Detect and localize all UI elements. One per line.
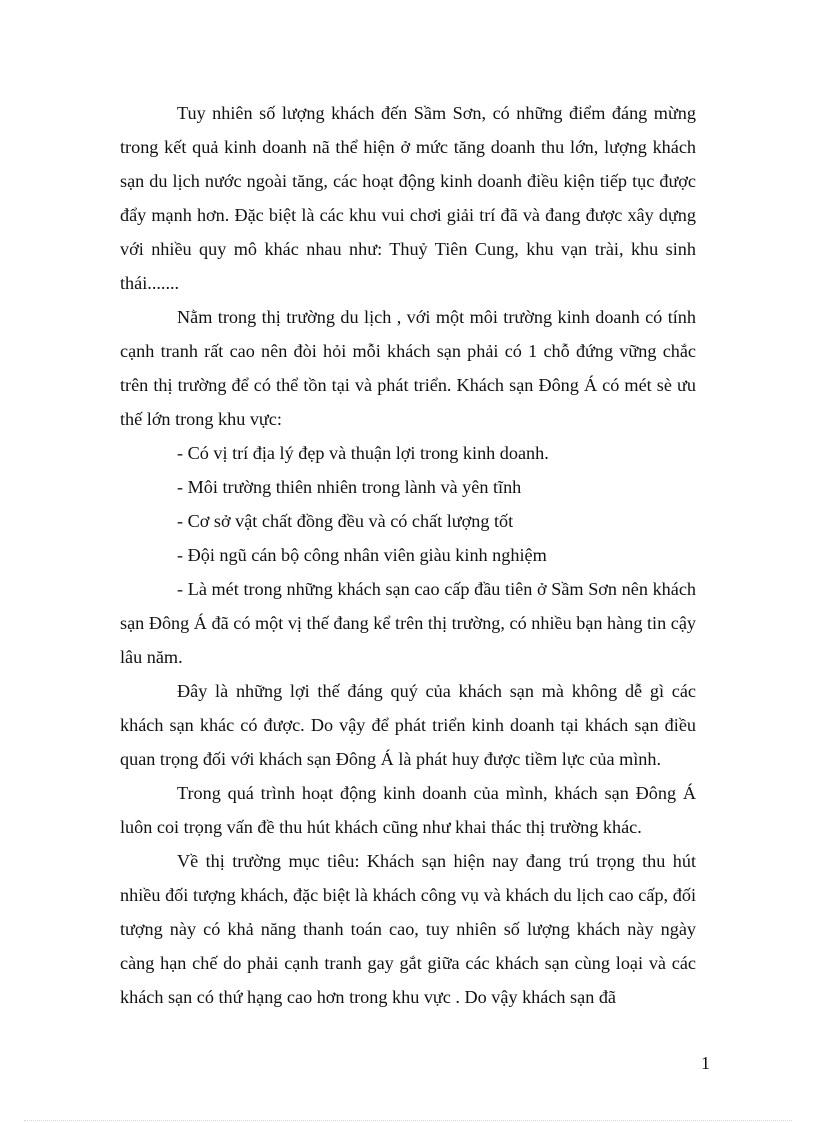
list-item-pioneer: - Là mét trong những khách sạn cao cấp đầu tiên ở Sầm Sơn nên khách sạn Đông Á đã có một vị thế đang kể trên thị trường, có nhiều bạn hàng tin cậy lâu năm.	[120, 579, 696, 667]
paragraph-advantages: Đây là những lợi thế đáng quý của khách sạn mà không dễ gì các khách sạn khác có được. Do vậy để phát triển kinh doanh tại khách sạn điều quan trọng đối với khách sạn Đông Á là phát huy được tiềm lực của mình.	[120, 681, 696, 769]
list-item-facilities: - Cơ sở vật chất đồng đều và có chất lượng tốt	[177, 511, 514, 531]
body-text	[120, 96, 696, 1014]
page-number: 1	[701, 1053, 710, 1073]
list-item-environment: - Môi trường thiên nhiên trong lành và yên tĩnh	[177, 477, 522, 497]
paragraph-operations: Trong quá trình hoạt động kinh doanh của mình, khách sạn Đông Á luôn coi trọng vấn đề thu hút khách cũng như khai thác thị trường khác.	[120, 783, 696, 837]
list-item-staff: - Đội ngũ cán bộ công nhân viên giàu kinh nghiệm	[177, 545, 547, 565]
paragraph-market: Nằm trong thị trường du lịch , với một môi trường kinh doanh có tính cạnh tranh rất cao nên đòi hỏi mỗi khách sạn phải có 1 chỗ đứng vững chắc trên thị trường để có thể tồn tại và phát triển. Khách sạn Đông Á có mét sè ưu thế lớn trong khu vực:	[120, 307, 696, 429]
list-item-location: - Có vị trí địa lý đẹp và thuận lợi trong kinh doanh.	[177, 443, 549, 463]
paragraph-target-market: Về thị trường mục tiêu: Khách sạn hiện nay đang trú trọng thu hút nhiều đối tượng khách, đặc biệt là khách công vụ và khách du lịch cao cấp, đối tượng này có khả năng thanh toán cao, tuy nhiên số lượng khách này ngày càng hạn chế do phải cạnh tranh gay gắt giữa các khách sạn cùng loại và các khách sạn có thứ hạng cao hơn trong khu vực . Do vậy khách sạn đã	[120, 851, 696, 1007]
page-bottom-divider	[24, 1120, 792, 1121]
paragraph-intro: Tuy nhiên số lượng khách đến Sầm Sơn, có những điểm đáng mừng trong kết quả kinh doanh nã thể hiện ở mức tăng doanh thu lớn, lượng khách sạn du lịch nước ngoài tăng, các hoạt động kinh doanh điều kiện tiếp tục được đẩy mạnh hơn. Đặc biệt là các khu vui chơi giải trí đã và đang được xây dựng với nhiều quy mô khác nhau như: Thuỷ Tiên Cung, khu vạn trài, khu sinh thái.......	[120, 103, 696, 293]
